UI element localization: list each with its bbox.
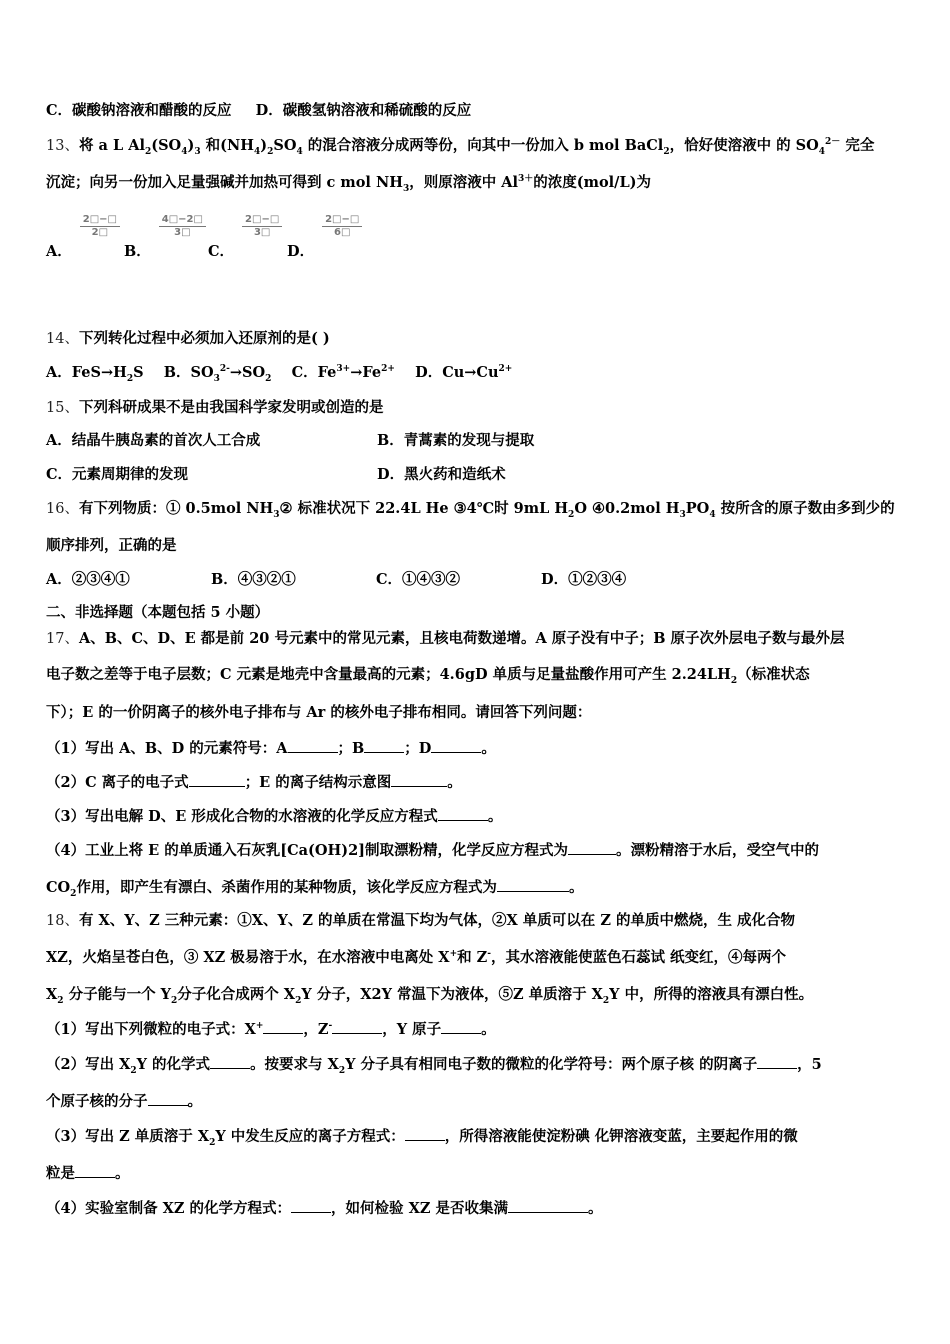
text: 。 bbox=[115, 1165, 130, 1182]
text: ) bbox=[260, 137, 268, 154]
text: 。 bbox=[187, 1093, 202, 1110]
superscript: 3+ bbox=[336, 364, 351, 375]
subscript: 2 bbox=[267, 146, 274, 157]
text: CO bbox=[46, 879, 71, 896]
option-label: C． bbox=[208, 243, 235, 260]
question-number: 14、 bbox=[46, 331, 79, 347]
text: →SO bbox=[229, 364, 266, 381]
superscript: + bbox=[255, 1021, 264, 1032]
text: X bbox=[46, 986, 58, 1003]
superscript: 2- bbox=[219, 364, 230, 375]
q18-part3-line2 bbox=[46, 1163, 130, 1184]
q13-options bbox=[46, 214, 362, 267]
text: (SO bbox=[151, 137, 182, 154]
text: 。 bbox=[481, 740, 496, 757]
subscript: 2 bbox=[265, 373, 272, 384]
q13-stem-line2 bbox=[46, 173, 651, 193]
text: Y 分子，X2Y 常温下为液体，⑤Z 单质溶于 X bbox=[301, 986, 603, 1003]
q15-option-b: B．青蒿素的发现与提取 bbox=[377, 432, 535, 449]
answer-blank[interactable] bbox=[263, 1019, 303, 1034]
denominator: 3□ bbox=[174, 227, 191, 238]
text: Y 分子具有相同电子数的微粒的化学符号：两个原子核 的阴离子 bbox=[345, 1056, 758, 1073]
text: 的混合溶液分成两等份，向其中一份加入 b mol BaCl bbox=[302, 137, 664, 154]
q14-option-b bbox=[163, 364, 272, 384]
text: ，则原溶液中 Al bbox=[409, 174, 519, 191]
denominator: 2□ bbox=[91, 227, 109, 238]
text: ，Z bbox=[303, 1021, 329, 1038]
text: 。漂粉精溶于水后，受空气中的 bbox=[616, 842, 820, 859]
q15-stem bbox=[46, 398, 383, 418]
answer-blank[interactable] bbox=[210, 1054, 250, 1069]
subscript: 4 bbox=[253, 146, 261, 157]
subscript: 2 bbox=[568, 509, 575, 520]
text: 按所含的原子数由多到少的 bbox=[715, 500, 895, 517]
text: ；D bbox=[404, 740, 432, 757]
q17-part1 bbox=[46, 738, 496, 759]
q14-stem bbox=[46, 329, 330, 349]
text: （4）实验室制备 XZ 的化学方程式： bbox=[46, 1200, 292, 1217]
text: （1）写出 A、B、D 的元素符号：A bbox=[46, 740, 288, 757]
answer-blank[interactable] bbox=[364, 738, 404, 753]
text: 个原子核的分子 bbox=[46, 1093, 148, 1110]
q16-option-c: C．①④③② bbox=[376, 571, 461, 588]
q14-option-c bbox=[292, 364, 395, 381]
text: 。 bbox=[568, 879, 584, 896]
q18-part2-line2 bbox=[46, 1091, 202, 1112]
text: ，如何检验 XZ 是否收集满 bbox=[331, 1200, 508, 1217]
subscript: 2 bbox=[663, 146, 670, 157]
text: A．FeS→H bbox=[46, 364, 127, 381]
q18-part3-line1 bbox=[46, 1126, 798, 1147]
text: Y 的化学式 bbox=[136, 1056, 211, 1073]
q13-option-c bbox=[208, 214, 287, 267]
q16-option-b: B．④③②① bbox=[211, 571, 296, 588]
text: 。按要求与 X bbox=[250, 1056, 339, 1073]
superscript: - bbox=[487, 949, 491, 960]
answer-blank[interactable] bbox=[391, 772, 447, 787]
q18-part1 bbox=[46, 1019, 496, 1040]
answer-blank[interactable] bbox=[431, 738, 481, 753]
text: （4）工业上将 E 的单质通入石灰乳[Ca(OH)2]制取漂粉精，化学反应方程式为 bbox=[46, 842, 569, 859]
superscript: 2+ bbox=[498, 364, 513, 375]
subscript: 3 bbox=[273, 509, 280, 520]
text: 沉淀；向另一份加入足量强碱并加热可得到 c mol NH bbox=[46, 174, 403, 191]
question-number: 18、 bbox=[46, 913, 79, 929]
denominator: 6□ bbox=[333, 227, 351, 238]
q13-option-d bbox=[287, 214, 362, 267]
text: 下列转化过程中必须加入还原剂的是( ) bbox=[78, 330, 330, 347]
text: C．Fe bbox=[291, 364, 337, 381]
subscript: 4 bbox=[818, 146, 826, 157]
subscript: 3 bbox=[213, 373, 220, 384]
q16-stem-line2: 顺序排列，正确的是 bbox=[46, 537, 177, 554]
answer-blank[interactable] bbox=[148, 1091, 188, 1106]
q15-options-cd bbox=[46, 465, 906, 485]
text: ，其水溶液能使蓝色石蕊试 纸变红，④每两个 bbox=[491, 949, 787, 966]
subscript: 2 bbox=[295, 995, 302, 1006]
text: ；B bbox=[337, 740, 365, 757]
subscript: 2 bbox=[144, 146, 152, 157]
answer-blank[interactable] bbox=[508, 1198, 588, 1213]
superscript: 2－ bbox=[825, 137, 841, 148]
q15-option-c: C．元素周期律的发现 bbox=[46, 466, 189, 483]
numerator: 4□−2□ bbox=[159, 214, 206, 227]
fraction bbox=[322, 214, 362, 239]
answer-blank[interactable] bbox=[405, 1126, 445, 1141]
answer-blank[interactable] bbox=[438, 806, 488, 821]
subscript: 2 bbox=[730, 675, 738, 686]
fraction bbox=[242, 214, 282, 239]
q12-option-c: C．碳酸钠溶液和醋酸的反应 bbox=[46, 102, 232, 119]
q16-option-a: A．②③④① bbox=[46, 571, 130, 588]
text: 有 X、Y、Z 三种元素：①X、Y、Z 的单质在常温下均为气体，②X 单质可以在 Z 的单质中燃烧，生 成化合物 bbox=[78, 912, 795, 929]
answer-blank[interactable] bbox=[75, 1163, 115, 1178]
numerator: 2□−□ bbox=[242, 214, 282, 227]
answer-blank[interactable] bbox=[189, 772, 245, 787]
text: ，5 bbox=[797, 1056, 822, 1073]
subscript: 4 bbox=[709, 509, 716, 520]
text: 电子数之差等于电子层数；C 元素是地壳中含量最高的元素；4.6gD 单质与足量盐酸作用可产生 2.24LH bbox=[46, 666, 731, 683]
option-label: B． bbox=[124, 243, 151, 260]
text: 有下列物质：① 0.5mol NH bbox=[78, 500, 274, 517]
q17-stem-line1 bbox=[46, 629, 845, 649]
answer-blank[interactable] bbox=[291, 1198, 331, 1213]
text: B．SO bbox=[163, 364, 214, 381]
superscript: - bbox=[328, 1021, 333, 1032]
text: 作用，即产生有漂白、杀菌作用的某种物质，该化学反应方程式为 bbox=[76, 879, 497, 896]
fraction bbox=[80, 214, 120, 239]
text: ，所得溶液能使淀粉碘 化钾溶液变蓝，主要起作用的微 bbox=[444, 1128, 798, 1145]
subscript: 2 bbox=[130, 1065, 137, 1076]
numerator: 2□−□ bbox=[322, 214, 362, 227]
subscript: 2 bbox=[126, 373, 134, 384]
text: 。 bbox=[481, 1021, 496, 1038]
subscript: 3 bbox=[194, 146, 201, 157]
text: ，Y 原子 bbox=[382, 1021, 442, 1038]
option-label: D． bbox=[287, 243, 315, 260]
text: 分子化合成两个 X bbox=[177, 986, 296, 1003]
denominator: 3□ bbox=[253, 227, 271, 238]
text: （3）写出 Z 单质溶于 X bbox=[46, 1128, 210, 1145]
answer-blank[interactable] bbox=[497, 877, 569, 892]
text: 和(NH bbox=[200, 137, 254, 154]
text: →Fe bbox=[350, 364, 382, 381]
text: Y 中发生反应的离子方程式： bbox=[215, 1128, 405, 1145]
q16-stem-line1 bbox=[46, 499, 895, 519]
question-number: 16、 bbox=[46, 501, 79, 517]
option-label: A． bbox=[46, 243, 72, 260]
q17-part2 bbox=[46, 772, 462, 793]
q15-options-ab bbox=[46, 431, 906, 451]
subscript: 2 bbox=[209, 1137, 216, 1148]
text: 完全 bbox=[840, 137, 875, 154]
answer-blank[interactable] bbox=[757, 1054, 797, 1069]
question-number: 15、 bbox=[46, 400, 79, 416]
q14-option-d bbox=[415, 364, 512, 381]
text: （2）C 离子的电子式 bbox=[46, 774, 189, 791]
subscript: 2 bbox=[57, 995, 64, 1006]
text: 下列科研成果不是由我国科学家发明或创造的是 bbox=[78, 399, 384, 416]
q18-part2-line1 bbox=[46, 1054, 822, 1075]
subscript: 2 bbox=[338, 1065, 346, 1076]
subscript: 2 bbox=[170, 995, 178, 1006]
text: O ④0.2mol H bbox=[574, 500, 680, 517]
section-heading: 二、非选择题（本题包括 5 小题） bbox=[46, 604, 270, 621]
question-number: 17、 bbox=[46, 631, 79, 647]
text: 。 bbox=[447, 774, 462, 791]
text: ) bbox=[187, 137, 195, 154]
text: Y 中，所得的溶液具有漂白性。 bbox=[609, 986, 814, 1003]
answer-blank[interactable] bbox=[441, 1019, 481, 1034]
text: 和 Z bbox=[457, 949, 488, 966]
text: 分子能与一个 Y bbox=[63, 986, 171, 1003]
subscript: 2 bbox=[602, 995, 610, 1006]
subscript: 3 bbox=[402, 183, 410, 194]
text: S bbox=[133, 364, 144, 381]
q15-option-d: D．黑火药和造纸术 bbox=[377, 466, 506, 483]
subscript: 3 bbox=[679, 509, 686, 520]
q16-option-d: D．①②③④ bbox=[541, 571, 627, 588]
text: 的浓度(mol/L)为 bbox=[533, 174, 652, 191]
q17-part3 bbox=[46, 806, 502, 827]
text: 粒是 bbox=[46, 1165, 75, 1182]
text: 。 bbox=[487, 808, 503, 825]
q14-options bbox=[46, 363, 512, 383]
text: SO bbox=[273, 137, 297, 154]
question-number: 13、 bbox=[46, 138, 79, 154]
text: ，恰好使溶液中 的 SO bbox=[669, 137, 819, 154]
q17-stem-line3: 下）；E 的一价阴离子的核外电子排布与 Ar 的核外电子排布相同。请回答下列问题： bbox=[46, 704, 592, 721]
fraction bbox=[159, 214, 206, 239]
q18-stem-line2 bbox=[46, 948, 786, 968]
subscript: 2 bbox=[70, 888, 77, 899]
answer-blank[interactable] bbox=[332, 1019, 382, 1034]
text: 将 a L Al bbox=[78, 137, 145, 154]
q15-option-a: A．结晶牛胰岛素的首次人工合成 bbox=[46, 432, 261, 449]
superscript: + bbox=[449, 949, 458, 960]
text: XZ，火焰呈苍白色，③ XZ 极易溶于水，在水溶液中电离处 X bbox=[46, 949, 450, 966]
text: （3）写出电解 D、E 形成化合物的水溶液的化学反应方程式 bbox=[46, 808, 438, 825]
q13-option-a bbox=[46, 214, 124, 267]
text: D．Cu→Cu bbox=[415, 364, 499, 381]
text: （1）写出下列微粒的电子式：X bbox=[46, 1021, 256, 1038]
answer-blank[interactable] bbox=[288, 738, 338, 753]
q18-stem-line3 bbox=[46, 985, 813, 1005]
text: （标准状态 bbox=[737, 666, 810, 683]
text: A、B、C、D、E 都是前 20 号元素中的常见元素，且核电荷数递增。A 原子没有中子；B 原子次外层电子数与最外层 bbox=[78, 630, 845, 647]
q18-stem-line1 bbox=[46, 911, 795, 931]
q17-part4-line2 bbox=[46, 877, 583, 898]
subscript: 4 bbox=[296, 146, 303, 157]
answer-blank[interactable] bbox=[568, 840, 616, 855]
q12-option-d: D．碳酸氢钠溶液和稀硫酸的反应 bbox=[255, 102, 472, 119]
q13-option-b bbox=[124, 214, 208, 267]
text: ；E 的离子结构示意图 bbox=[244, 774, 392, 791]
subscript: 4 bbox=[181, 146, 188, 157]
text: 。 bbox=[587, 1200, 603, 1217]
text: ② 标准状况下 22.4L He ③4℃时 9mL H bbox=[279, 500, 569, 517]
q18-part4 bbox=[46, 1198, 602, 1219]
text: PO bbox=[685, 500, 710, 517]
superscript: 3＋ bbox=[518, 174, 534, 185]
q17-part4-line1 bbox=[46, 840, 819, 861]
text: （2）写出 X bbox=[46, 1056, 131, 1073]
q12-options-cd bbox=[46, 101, 471, 121]
superscript: 2+ bbox=[381, 364, 395, 375]
numerator: 2□−□ bbox=[80, 214, 120, 227]
q13-stem-line1 bbox=[46, 136, 874, 156]
q17-stem-line2 bbox=[46, 665, 810, 685]
q14-option-a bbox=[46, 364, 144, 384]
